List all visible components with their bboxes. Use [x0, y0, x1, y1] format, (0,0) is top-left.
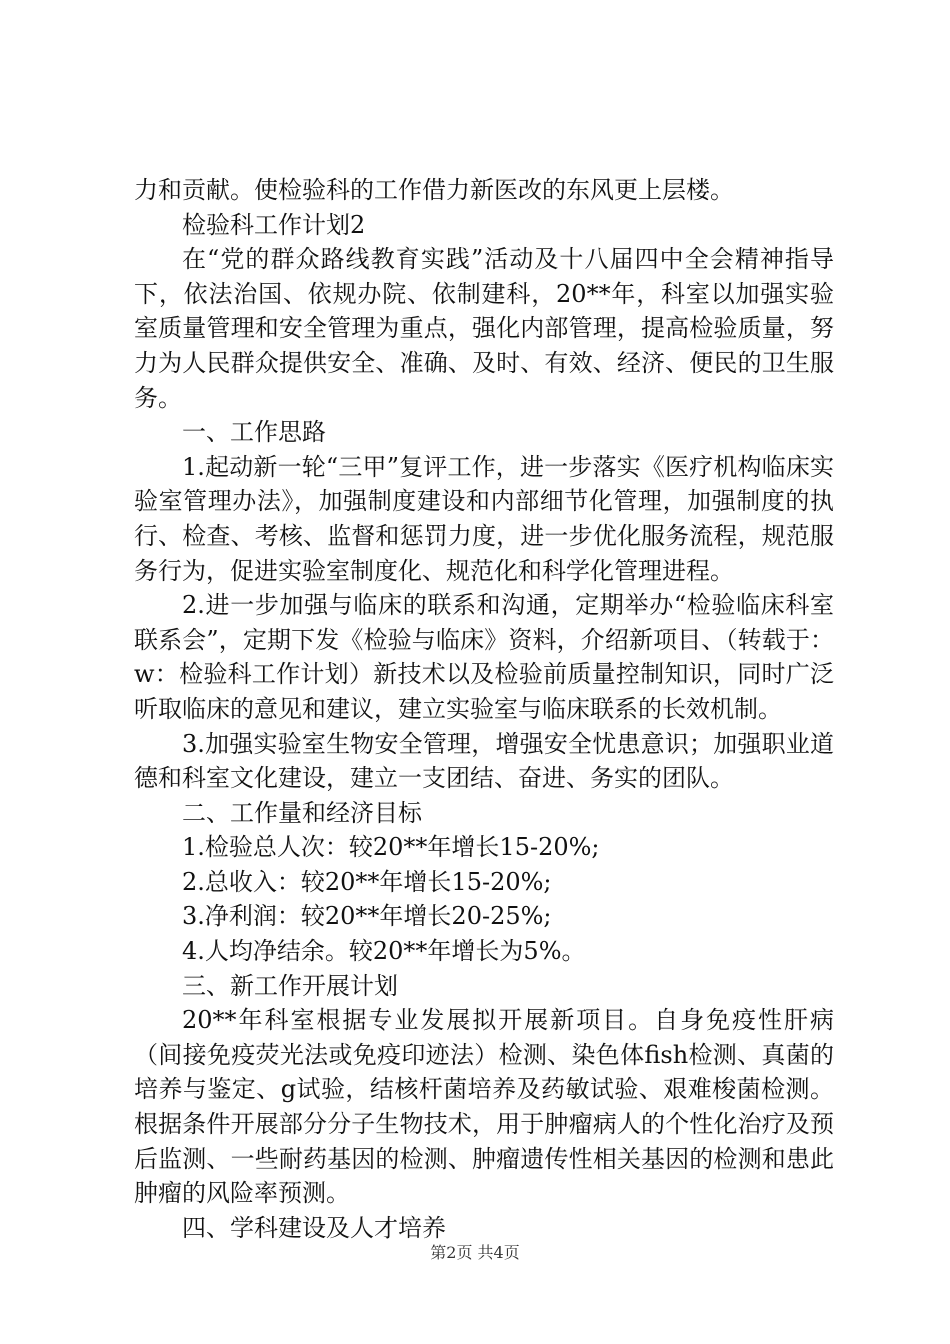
paragraph: 检验科工作计划2	[182, 210, 366, 239]
paragraph: 3.加强实验室生物安全管理，增强安全忧患意识；加强职业道德和科室文化建设，建立一支团结、奋进、务实的团队。	[134, 729, 834, 793]
paragraph: 20**年科室根据专业发展拟开展新项目。自身免疫性肝病（间接免疫荧光法或免疫印迹法）检测、染色体fish检测、真菌的培养与鉴定、g试验，结核杆菌培养及药敏试验、艰难梭菌检测。根据条件开展部分分子生物技术，用于肿瘤病人的个性化治疗及预后监测、一些耐药基因的检测、肿瘤遗传性相关基因的检测和患此肿瘤的风险率预测。	[134, 1006, 834, 1208]
paragraph: 3.净利润：较20**年增长20-25%;	[182, 902, 552, 931]
paragraph: 四、学科建设及人才培养	[182, 1213, 446, 1242]
paragraph: 2.进一步加强与临床的联系和沟通，定期举办“检验临床科室联系会”，定期下发《检验与临床》资料，介绍新项目、（转载于：w：检验科工作计划）新技术以及检验前质量控制知识，同时广泛听取临床的意见和建议，建立实验室与临床联系的长效机制。	[134, 591, 834, 723]
paragraph: 三、新工作开展计划	[182, 971, 398, 1000]
paragraph: 4.人均净结余。较20**年增长为5%。	[182, 937, 586, 966]
document-body	[134, 173, 834, 1245]
paragraph: 力和贡献。使检验科的工作借力新医改的东风更上层楼。	[134, 176, 734, 204]
paragraph: 1.起动新一轮“三甲”复评工作，进一步落实《医疗机构临床实验室管理办法》，加强制度建设和内部细节化管理，加强制度的执行、检查、考核、监督和惩罚力度，进一步优化服务流程，规范服务行为，促进实验室制度化、规范化和科学化管理进程。	[134, 452, 834, 585]
page-footer: 第2页 共4页	[430, 1243, 520, 1262]
paragraph: 在“党的群众路线教育实践”活动及十八届四中全会精神指导下，依法治国、依规办院、依制建科，20**年，科室以加强实验室质量管理和安全管理为重点，强化内部管理，提高检验质量，努力为人民群众提供安全、准确、及时、有效、经济、便民的卫生服务。	[134, 245, 834, 412]
paragraph: 二、工作量和经济目标	[182, 798, 422, 827]
paragraph: 一、工作思路	[182, 418, 326, 447]
paragraph: 2.总收入：较20**年增长15-20%;	[182, 867, 552, 896]
paragraph: 1.检验总人次：较20**年增长15-20%;	[182, 833, 600, 862]
